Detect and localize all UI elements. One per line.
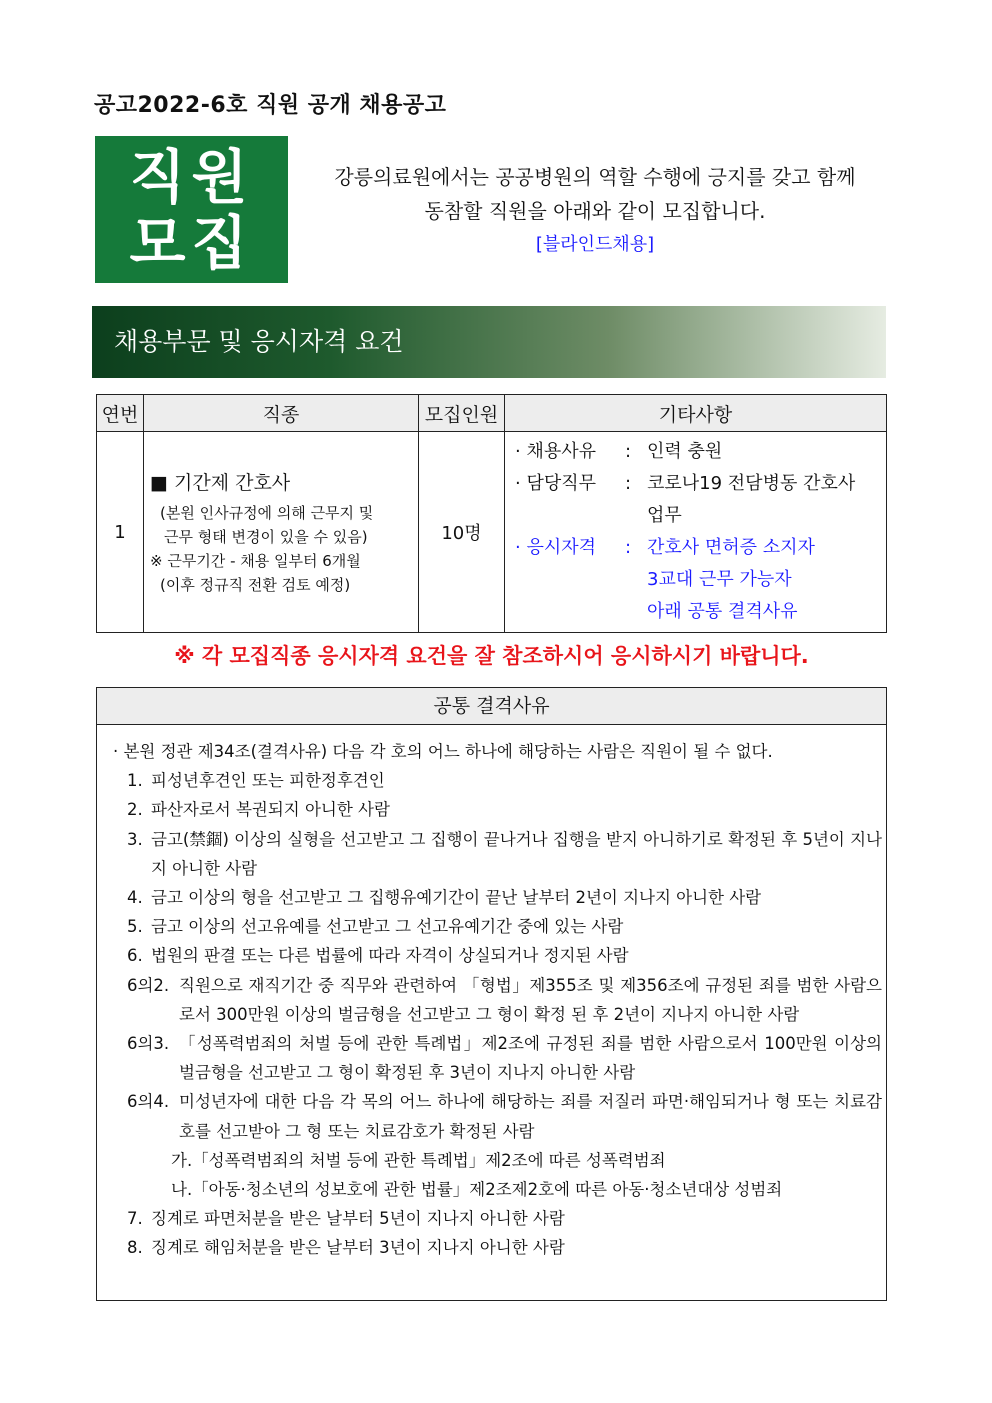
section-title-bar: 채용부문 및 응시자격 요건 (92, 306, 886, 378)
row-count: 10명 (419, 432, 505, 633)
etc-duty (515, 468, 880, 500)
list-item (113, 1029, 882, 1087)
job-note-1: (본원 인사규정에 의해 근무지 및 (160, 503, 374, 522)
intro-line-2: 동참할 직원을 아래와 같이 모집합니다. (424, 199, 766, 223)
header-etc: 기타사항 (505, 395, 887, 432)
item-text: 「성폭력범죄의 처벌 등에 관한 특례법」제2조에 규정된 죄를 범한 사람으로서 100만원 이상의 벌금형을 선고받고 그 형이 확정된 후 3년이 지나지 아니한 사람 (179, 1034, 882, 1083)
job-note-3: ※ 근무기간 - 채용 일부터 6개월 (150, 551, 361, 570)
job-note-2: 근무 형태 변경이 있을 수 있음) (164, 527, 368, 546)
list-item (113, 941, 882, 970)
reason-value: 인력 충원 (647, 441, 723, 462)
list-item (113, 825, 882, 883)
row-job (144, 432, 419, 633)
logo-line-2: 모집 (129, 208, 254, 277)
qual-colon: : (625, 537, 632, 558)
item-num: 3. (127, 829, 143, 849)
header-job: 직종 (144, 395, 419, 432)
duty-value-2: 업무 (647, 505, 682, 526)
etc-reason (515, 436, 880, 468)
qual-value-3: 아래 공통 결격사유 (647, 601, 798, 622)
job-notes (150, 501, 414, 597)
sub-item-na: 나.「아동·청소년의 성보호에 관한 법률」제2조제2호에 따른 아동·청소년대상 성범죄 (171, 1180, 783, 1200)
disqualification-box (96, 687, 887, 1301)
item-num: 6. (127, 946, 143, 966)
item-num: 7. (127, 1209, 143, 1229)
intro-line-1: 강릉의료원에서는 공공병원의 역할 수행에 긍지를 갖고 함께 (334, 165, 856, 189)
sub-item-ga: 가.「성폭력범죄의 처벌 등에 관한 특례법」제2조에 따른 성폭력범죄 (171, 1150, 666, 1170)
list-item (113, 1233, 882, 1262)
intro-text (300, 160, 890, 262)
item-text: 금고(禁錮) 이상의 실형을 선고받고 그 집행이 끝나거나 집행을 받지 아니하기로 확정된 후 5년이 지나지 아니한 사람 (151, 829, 882, 878)
list-item (113, 766, 882, 795)
page-title: 공고2022-6호 직원 공개 채용공고 (94, 93, 447, 118)
disqualification-body (97, 725, 886, 1263)
logo-line-1: 직원 (129, 142, 254, 211)
blind-recruit-tag: [블라인드채용] (535, 234, 655, 255)
job-name: ■ 기간제 간호사 (150, 471, 291, 494)
header-no: 연번 (97, 395, 144, 432)
qual-label: · 응시자격 (515, 537, 596, 558)
item-num: 1. (127, 771, 143, 791)
etc-qual (515, 532, 880, 564)
qual-value-1: 간호사 면허증 소지자 (647, 537, 815, 558)
item-num: 6의3. (127, 1034, 170, 1054)
item-num: 4. (127, 888, 143, 908)
reason-colon: : (625, 441, 632, 462)
notice-text: ※ 각 모집직종 응시자격 요건을 잘 참조하시어 응시하시기 바랍니다. (174, 644, 809, 668)
disqualification-intro: · 본원 정관 제34조(결격사유) 다음 각 호의 어느 하나에 해당하는 사람은 직원이 될 수 없다. (113, 742, 773, 761)
disqualification-header: 공통 결격사유 (97, 688, 886, 725)
item-num: 6의2. (127, 975, 170, 995)
item-num: 6의4. (127, 1092, 170, 1112)
header-count: 모집인원 (419, 395, 505, 432)
item-num: 5. (127, 917, 143, 937)
table-row (97, 432, 887, 633)
qual-value-2: 3교대 근무 가능자 (647, 569, 792, 590)
list-item (113, 883, 882, 912)
duty-label: · 담당직무 (515, 473, 596, 494)
list-item (113, 795, 882, 824)
row-no: 1 (97, 432, 144, 633)
duty-value-1: 코로나19 전담병동 간호사 (647, 473, 856, 494)
item-text: 미성년자에 대한 다음 각 목의 어느 하나에 해당하는 죄를 저질러 파면·해임되거나 형 또는 치료감호를 선고받아 그 형 또는 치료감호가 확정된 사람 (179, 1092, 882, 1141)
list-item (113, 912, 882, 941)
etc-duty-cont (515, 500, 880, 532)
list-item (113, 971, 882, 1029)
item-num: 2. (127, 800, 143, 820)
item-text: 법원의 판결 또는 다른 법률에 따라 자격이 상실되거나 정지된 사람 (151, 946, 629, 966)
recruit-table (96, 394, 887, 633)
item-text: 파산자로서 복권되지 아니한 사람 (151, 800, 390, 820)
duty-colon: : (625, 473, 632, 494)
etc-qual-cont-2 (515, 596, 880, 628)
job-note-4: (이후 정규직 전환 검토 예정) (160, 575, 351, 594)
list-item (113, 1087, 882, 1145)
item-text: 징계로 파면처분을 받은 날부터 5년이 지나지 아니한 사람 (151, 1209, 565, 1229)
item-text: 징계로 해임처분을 받은 날부터 3년이 지나지 아니한 사람 (151, 1238, 565, 1258)
item-text: 금고 이상의 형을 선고받고 그 집행유예기간이 끝난 날부터 2년이 지나지 아니한 사람 (151, 888, 762, 908)
item-num: 8. (127, 1238, 143, 1258)
table-header-row (97, 395, 887, 432)
row-etc (505, 432, 887, 633)
item-text: 금고 이상의 선고유예를 선고받고 그 선고유예기간 중에 있는 사람 (151, 917, 624, 937)
recruit-logo (95, 136, 288, 283)
item-text: 직원으로 재직기간 중 직무와 관련하여 「형법」제355조 및 제356조에 규정된 죄를 범한 사람으로서 300만원 이상의 벌금형을 선고받고 그 형이 확정 된 후 2년이 지나지 아니한 사람 (179, 975, 882, 1024)
reason-label: · 채용사유 (515, 441, 596, 462)
list-item (113, 1204, 882, 1233)
item-text: 피성년후견인 또는 피한정후견인 (151, 771, 385, 791)
etc-qual-cont-1 (515, 564, 880, 596)
